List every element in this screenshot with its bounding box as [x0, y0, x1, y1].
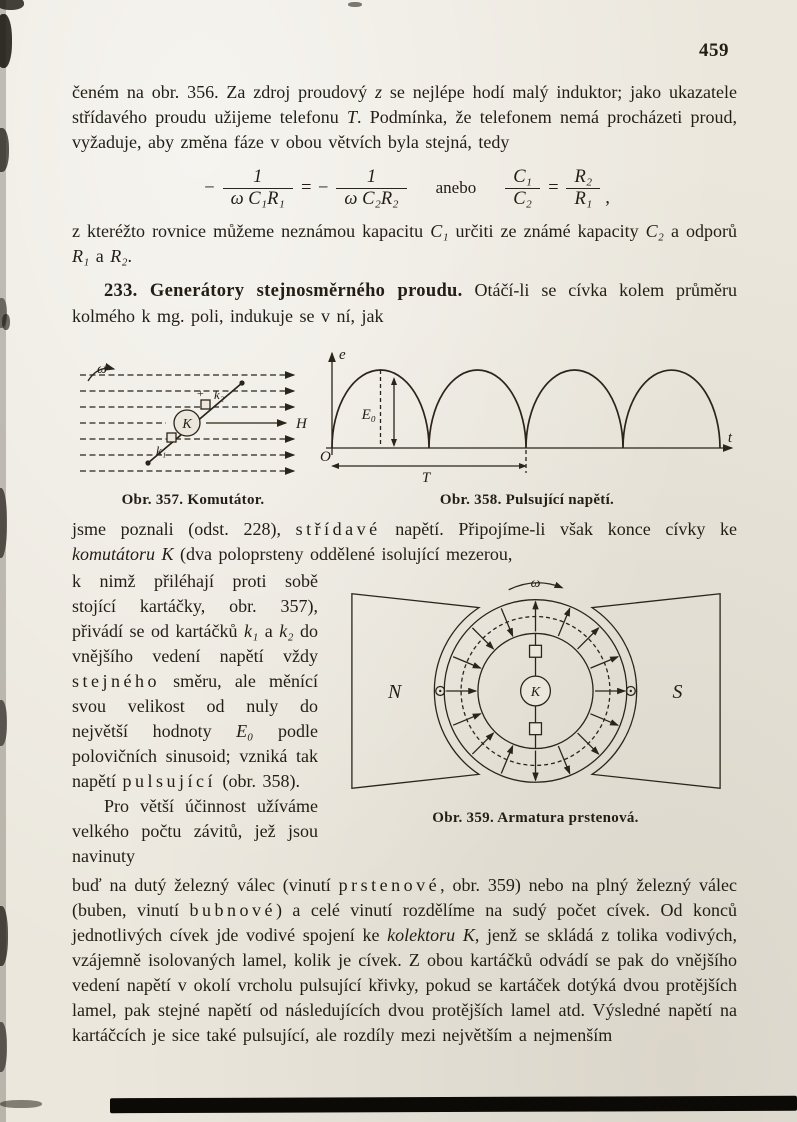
fig357-k2-label: k₂: [214, 387, 225, 403]
formula-comma: ,: [605, 188, 610, 209]
fraction-2: [336, 167, 406, 209]
figure-359-ring-armature: [334, 569, 737, 869]
figure-357-commutator: [74, 359, 312, 509]
fig359-N-label: N: [387, 681, 401, 704]
fraction-2-denominator: ω C₂R₂: [336, 188, 406, 210]
fraction-4-numerator: R₂: [574, 167, 593, 187]
fig358-t-label: t: [727, 430, 732, 447]
figures-row: [72, 343, 737, 509]
scan-artifact: [2, 314, 10, 330]
fig357-plus-label: +: [197, 386, 204, 401]
formula-minus: −: [203, 177, 216, 198]
figure-357-caption: Obr. 357. Komutátor.: [121, 492, 265, 509]
figure-359-caption: Obr. 359. Armatura prstenová.: [432, 810, 639, 827]
fraction-1-denominator: ω C₁R₁: [223, 188, 293, 210]
fraction-4-denominator: R₁: [566, 188, 600, 210]
page-number: 459: [699, 40, 729, 61]
scan-artifact: [110, 1096, 797, 1113]
paragraph-brushes: k nimž přiléhají proti sobě stojící kartáčky, obr. 357), přivádí se od kartáčků k₁ a k₂ do vnějšího vedení napětí vždy stejného směru, ale měnící svou velikost od nuly do největší hodnoty E₀ podle polovičních sinusoid; vzniká tak napětí pulsující (obr. 358).: [72, 571, 319, 792]
ring-armature-diagram-icon: [340, 573, 732, 803]
narrow-text-column: [72, 569, 318, 869]
fig358-e-label: e: [339, 347, 346, 364]
paragraph-conclusion: z kteréžto rovnice můžeme neznámou kapacitu C₁ určiti ze známé kapacity C₂ a odporů R₁ a R₂.: [72, 221, 738, 267]
formula-equals: =: [547, 177, 560, 198]
fraction-3-denominator: C₂: [505, 188, 540, 210]
fig358-T-label: T: [421, 470, 431, 486]
formula-eq-minus: = −: [299, 177, 330, 198]
fraction-4: [566, 167, 600, 209]
scan-artifact: [348, 2, 362, 7]
fig359-K-label: K: [530, 685, 540, 701]
paragraph-winding: buď na dutý železný válec (vinutí prstenové, obr. 359) nebo na plný železný válec (buben, vinutí bubnové) a celé vinutí rozdělíme na sudý počet cívek. Od konců jednotlivých cívek jde vodivé spojení ke kolektoru K, jenž se skládá z tolika vodivých, vzájemně isolovaných lamel, kolik je cívek. Z obou kartáčků odvádí se pak do vnějšího vedení napětí v okolí vrcholu pulsující křivky, pokud se kartáček dotýká dvou protějších lamel, pak stejné napětí od následujících dvou protějších lamel atd. Výsledné napětí na kartáčcích je sice také pulsující, ale rozdíly mezi největším a nejmenším: [72, 875, 737, 1046]
fraction-1: [223, 167, 293, 209]
figure-358-caption: Obr. 358. Pulsující napětí.: [439, 492, 615, 509]
fraction-3: [505, 167, 540, 209]
paragraph-efficiency: Pro větší účinnost užíváme velkého počtu závitů, jež jsou navinuty: [72, 796, 318, 867]
paragraph-intro: čeném na obr. 356. Za zdroj proudový z se nejlépe hodí malý induktor; jako ukazatele střídavého proudu užijeme telefonu T. Podmínka, že telefonem nemá procházeti proud, vyžaduje, aby změna fáze v obou větvích byla stejná, tedy: [72, 82, 738, 152]
fig359-omega-label: ω: [530, 576, 540, 592]
fraction-2-numerator: 1: [366, 167, 377, 187]
formula-block: [72, 167, 737, 209]
fig357-H-label: H: [296, 416, 307, 433]
fraction-3-numerator: C₁: [513, 167, 532, 187]
paragraph-alternating: jsme poznali (odst. 228), střídavé napětí. Připojíme-li však konce cívky ke komutátoru K (dva poloprsteny oddělené isolující mezerou,: [72, 519, 737, 565]
scan-artifact: [0, 1100, 42, 1108]
formula-conjunction: anebo: [435, 178, 477, 198]
pulsating-voltage-chart-icon: [312, 343, 742, 485]
fig359-S-label: S: [671, 681, 682, 704]
text-figure-wrap-row: [72, 569, 737, 869]
fig357-K-label: K: [182, 417, 192, 433]
fig357-k1-label: k₁: [156, 443, 167, 459]
fig357-omega-label: ω: [97, 362, 107, 378]
figure-358-pulsating-voltage: [312, 343, 742, 509]
fig358-E0-label: E₀: [361, 407, 376, 424]
commutator-diagram-icon: [74, 359, 312, 485]
fraction-1-numerator: 1: [253, 167, 263, 187]
fig358-O-label: O: [320, 449, 331, 466]
section-heading-paragraph: 233. Generátory stejnosměrného proudu. Otáčí-li se cívka kolem průměru kolmého k mg. poli, indukuje se v ní, jak: [72, 280, 737, 327]
